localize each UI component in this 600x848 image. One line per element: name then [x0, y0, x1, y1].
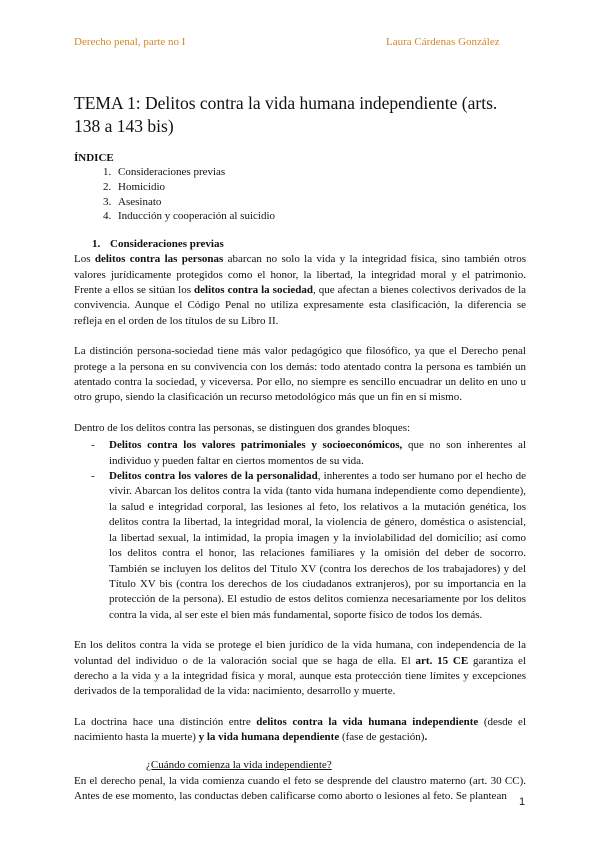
- text-run: (fase de gestación): [339, 731, 425, 744]
- bold-term: delitos contra la vida humana independiente: [256, 715, 479, 728]
- header-author: Laura Cárdenas González: [386, 36, 500, 48]
- list-item: [74, 469, 526, 623]
- bold-term: art. 15 CE: [415, 654, 469, 667]
- index-item: 3. Asesinato: [114, 195, 526, 210]
- text-run: , que afectan a bienes colectivos derivados de la convivencia. Aunque el Código Penal no utiliza expresamente esta clasificación, la diferencia se refleja en el orden de los títulos de su Libro II.: [74, 284, 527, 327]
- text-run: garantiza el derecho a la vida y a la integridad física y moral, aunque esta protección tiene límites y excepciones derivados de la temporalidad de la vida: nacimiento, desarrollo y muerte.: [74, 654, 526, 698]
- paragraph-comienzo-vida: En el derecho penal, la vida comienza cuando el feto se desprende del claustro materno (art. 30 CC). Antes de ese momento, las conductas deben calificarse como aborto o lesiones al feto. Se plantean: [74, 774, 526, 802]
- text-run: La doctrina hace una distinción entre: [74, 715, 257, 728]
- paragraph-bien-juridico: [74, 638, 526, 700]
- dash-bullet: -: [91, 470, 95, 483]
- index-item: 4. Inducción y cooperación al suicidio: [114, 209, 526, 224]
- index-item: 1. Consideraciones previas: [114, 165, 526, 180]
- page-number: 1: [519, 796, 526, 808]
- section-number: 1.: [92, 238, 101, 251]
- paragraph-distincion: La distinción persona-sociedad tiene más valor pedagógico que filosófico, ya que el Derecho penal protege a la persona en su convivencia con los demás: todo atentado contra la persona es también un atentado contra la sociedad, y viceversa. Por ello, no siempre es sencillo encuadrar un delito en uno u otro grupo, siendo la clasificación un recurso metodológico más que un fin en sí mismo.: [74, 345, 526, 404]
- text-run: (desde el nacimiento hasta la muerte): [74, 715, 526, 744]
- paragraph-doctrina: [74, 715, 526, 746]
- index-item: 2. Homicidio: [114, 180, 526, 195]
- section-title: Consideraciones previas: [110, 238, 224, 251]
- bold-term: y la vida humana dependiente: [198, 731, 340, 744]
- bold-period: .: [424, 731, 428, 744]
- list-item: [74, 438, 526, 469]
- section-heading: [92, 237, 526, 251]
- header-course: Derecho penal, parte no I: [74, 36, 186, 48]
- bold-term: delitos contra la sociedad: [194, 284, 313, 296]
- bold-term: Delitos contra los valores de la personalidad: [109, 470, 318, 483]
- subheading-question: ¿Cuándo comienza la vida independiente?: [146, 758, 332, 771]
- paragraph-personas: [74, 252, 526, 329]
- dash-bullet: -: [91, 439, 95, 452]
- index-heading: ÍNDICE: [74, 152, 114, 164]
- bloques-list: [74, 438, 526, 623]
- text-run: , inherentes a todo ser humano por el hecho de vivir. Abarcan los delitos contra la vida (tanto vida humana independiente como dependiente), la salud e integridad corporal, las lesiones al feto, los relativos a la mutación genética, los delitos contra la libertad, la integridad moral, la violencia de género, doméstica o asistencial, la libertad sexual, la intimidad, la propia imagen y la inviolabilidad del domicilio; así como los delitos contra el honor, las relaciones familiares y la omisión del deber de socorro. También se incluyen los delitos del Título XV (contra los derechos de los trabajadores) y del Título XV bis (contra los derechos de los ciudadanos extranjeros), por su importancia en la protección de la persona). El estudio de estos delitos comienza necesariamente por los delitos contra la vida, al ser este el bien más fundamental, soporte físico de todos los demás.: [109, 470, 526, 621]
- document-title: TEMA 1: Delitos contra la vida humana independiente (arts. 138 a 143 bis): [74, 93, 498, 136]
- index-list: [74, 165, 526, 224]
- paragraph-bloques: Dentro de los delitos contra las personas, se distinguen dos grandes bloques:: [74, 421, 411, 434]
- text-run: abarcan no solo la vida y la integridad física, sino también otros valores jurídicamente protegidos como el honor, la libertad, la integridad moral y el patrimonio. Frente a ellos se sitúan los: [74, 253, 526, 296]
- text-run: En los delitos contra la vida se protege el bien jurídico de la vida humana, con independencia de la voluntad del individuo o de la valoración social que se haga de ella. El: [74, 639, 526, 667]
- text-run: que no son inherentes al individuo y pueden faltar en ciertos momentos de su vida.: [109, 439, 526, 467]
- text-run: Los: [74, 253, 95, 266]
- bold-term: delitos contra las personas: [94, 253, 224, 266]
- bold-term: Delitos contra los valores patrimoniales y socioeconómicos,: [109, 439, 403, 452]
- document-body: [74, 92, 526, 819]
